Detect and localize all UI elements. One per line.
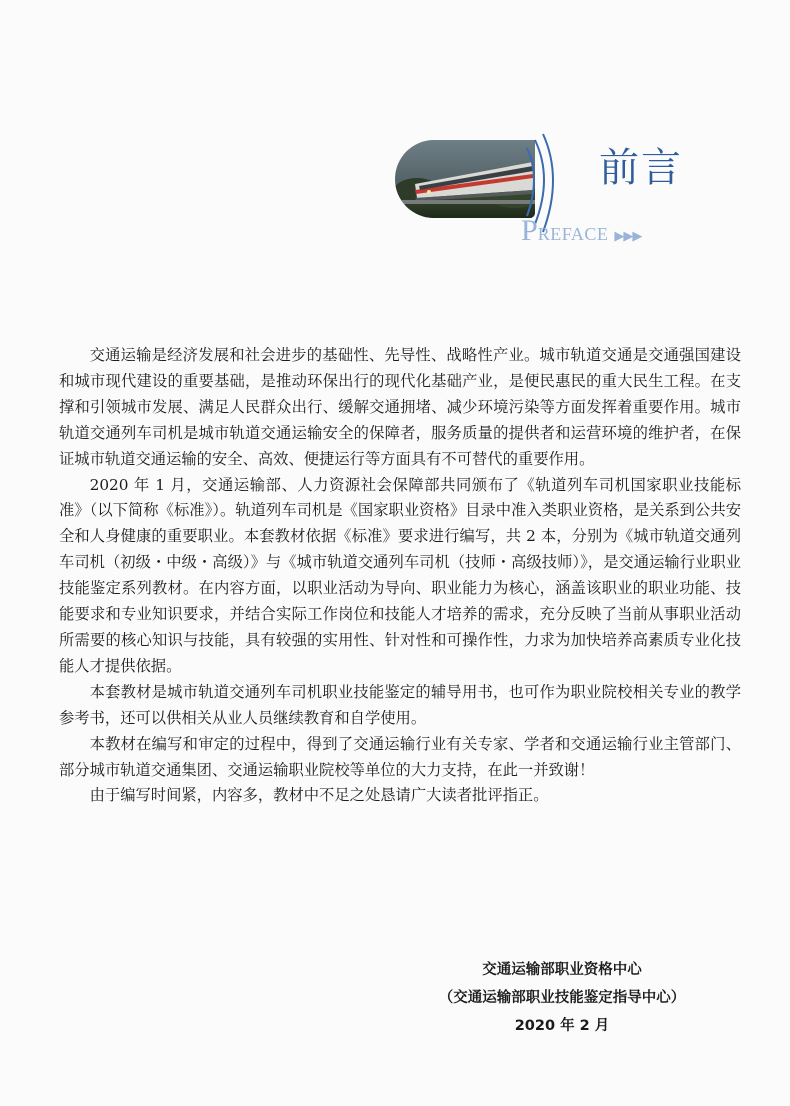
signature-block [392, 956, 732, 1040]
preface-subtitle [521, 216, 641, 246]
signature-org: 交通运输部职业资格中心 [482, 962, 642, 978]
preface-body [59, 343, 741, 809]
train-illustration [395, 140, 535, 218]
paragraph-2: 2020 年 1 月，交通运输部、人力资源社会保障部共同颁布了《轨道列车司机国家职业技能标准》（以下简称《标准》）。轨道列车司机是《国家职业资格》目录中准入类职业资格，是关系到公共安全和人身健康的重要职业。本套教材依据《标准》要求进行编写，共 2 本，分别为《城市轨道交通列车司机（初级・中级・高级）》与《城市轨道交通列车司机（技师・高级技师）》，是交通运输行业职业技能鉴定系列教材。在内容方面，以职业活动为导向、职业能力为核心，涵盖该职业的职业功能、技能要求和专业知识要求，并结合实际工作岗位和技能人才培养的需求，充分反映了当前从事职业活动所需要的核心知识与技能，具有较强的实用性、针对性和可操作性，力求为加快培养高素质专业化技能人才提供依据。 [59, 475, 741, 675]
signature-org-alt: （交通运输部职业技能鉴定指导中心） [438, 990, 686, 1006]
train-photo [395, 140, 535, 218]
paragraph-1: 交通运输是经济发展和社会进步的基础性、先导性、战略性产业。城市轨道交通是交通强国建设和城市现代建设的重要基础，是推动环保出行的现代化基础产业，是便民惠民的重大民生工程。在支撑和引领城市发展、满足人民群众出行、缓解交通拥堵、减少环境污染等方面发挥着重要作用。城市轨道交通列车司机是城市轨道交通运输安全的保障者，服务质量的提供者和运营环境的维护者，在保证城市轨道交通运输的安全、高效、便捷运行等方面具有不可替代的重要作用。 [59, 346, 741, 468]
page-title: 前言 [599, 145, 683, 191]
paragraph-4: 本教材在编写和审定的过程中，得到了交通运输行业有关专家、学者和交通运输行业主管部门、部分城市轨道交通集团、交通运输职业院校等单位的大力支持，在此一并致谢！ [59, 734, 741, 779]
triple-arrow-icon: ▶▶▶ [614, 228, 642, 243]
preface-initial: P [521, 214, 538, 247]
preface-header [395, 128, 695, 248]
paragraph-3: 本套教材是城市轨道交通列车司机职业技能鉴定的辅导用书，也可作为职业院校相关专业的教学参考书，还可以供相关从业人员继续教育和自学使用。 [59, 682, 741, 727]
paragraph-5: 由于编写时间紧，内容多，教材中不足之处恳请广大读者批评指正。 [89, 786, 549, 805]
preface-rest: REFACE [537, 224, 609, 244]
signature-date: 2020 年 2 月 [514, 1018, 610, 1034]
